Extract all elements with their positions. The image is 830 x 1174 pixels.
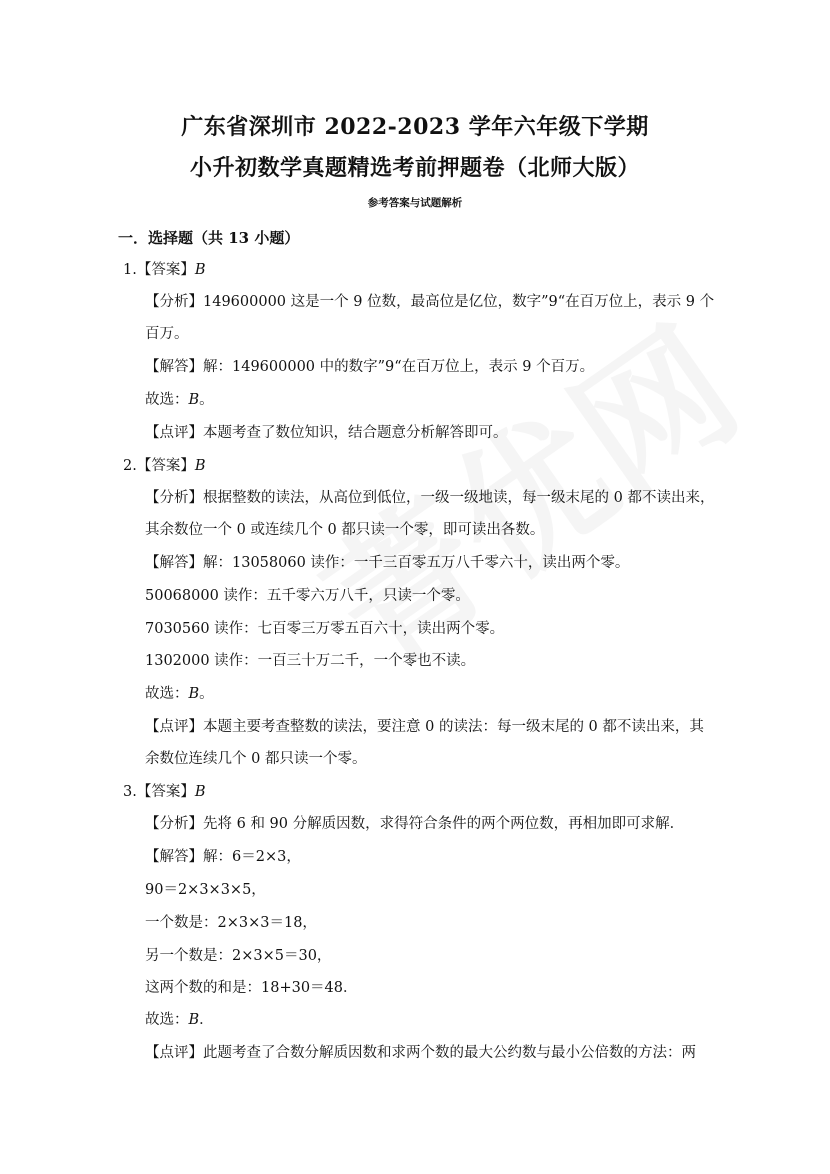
- q2-choice-value: B: [188, 686, 200, 702]
- q1-choice: [145, 390, 214, 410]
- q3-answer: [123, 782, 206, 802]
- q2-solution-line-2: 50068000 读作：五千零六万八千，只读一个零。: [145, 588, 470, 604]
- q3-analysis: 【分析】先将 6 和 90 分解质因数，求得符合条件的两个两位数，再相加即可求解．: [145, 816, 685, 832]
- q2-comment-line-1: 【点评】本题主要考查整数的读法，要注意 0 的读法：每一级末尾的 0 都不读出来，其: [145, 719, 704, 735]
- q3-choice: [145, 1010, 214, 1030]
- q1-choice-prefix: 故选：: [145, 392, 189, 408]
- q2-comment-line-2: 余数位连续几个 0 都只读一个零。: [145, 751, 367, 767]
- q3-choice-suffix: ．: [199, 1012, 214, 1028]
- q1-choice-suffix: 。: [199, 392, 214, 408]
- q1-solution: 【解答】解：149600000 中的数字”9“在百万位上，表示 9 个百万。: [145, 359, 595, 375]
- q3-comment: 【点评】此题考查了合数分解质因数和求两个数的最大公约数与最小公倍数的方法：两: [145, 1045, 696, 1061]
- q2-choice: [145, 684, 214, 704]
- q2-solution-line-3: 7030560 读作：七百零三万零五百六十，读出两个零。: [145, 621, 505, 637]
- q3-solution-line-1: 【解答】解：6＝2×3，: [145, 849, 301, 865]
- q2-choice-suffix: 。: [199, 686, 214, 702]
- q3-choice-prefix: 故选：: [145, 1012, 189, 1028]
- q3-solution-line-5: 这两个数的和是：18+30＝48．: [145, 980, 358, 996]
- q2-solution-line-4: 1302000 读作：一百三十万二千，一个零也不读。: [145, 653, 476, 669]
- q2-answer-label: 2.【答案】: [123, 458, 195, 474]
- q1-analysis-line-1: 【分析】149600000 这是一个 9 位数，最高位是亿位，数字”9“在百万位上，表示 9 个: [145, 294, 715, 310]
- q3-choice-value: B: [188, 1012, 200, 1028]
- q3-solution-line-2: 90＝2×3×3×5，: [145, 882, 266, 898]
- title-line-1: 广东省深圳市 2022-2023 学年六年级下学期: [181, 114, 649, 140]
- q3-answer-label: 3.【答案】: [123, 784, 195, 800]
- section-heading: 一．选择题（共 13 小题）: [118, 229, 300, 247]
- q2-answer: [123, 456, 206, 476]
- q3-answer-value: B: [194, 784, 206, 800]
- q1-answer: [123, 260, 206, 280]
- q2-analysis-line-1: 【分析】根据整数的读法，从高位到低位，一级一级地读，每一级末尾的 0 都不读出来，: [145, 490, 715, 506]
- q1-answer-label: 1.【答案】: [123, 262, 195, 278]
- subtitle: 参考答案与试题解析: [367, 197, 463, 209]
- q1-choice-value: B: [188, 392, 200, 408]
- q3-solution-line-3: 一个数是：2×3×3＝18，: [145, 915, 317, 931]
- title-line-2: 小升初数学真题精选考前押题卷（北师大版）: [189, 155, 640, 181]
- q3-solution-line-4: 另一个数是：2×3×5＝30，: [145, 948, 332, 964]
- q1-answer-value: B: [194, 262, 206, 278]
- q1-analysis-line-2: 百万。: [145, 326, 189, 342]
- q2-solution-line-1: 【解答】解：13058060 读作：一千三百零五万八千零六十，读出两个零。: [145, 555, 630, 571]
- q2-analysis-line-2: 其余数位一个 0 或连续几个 0 都只读一个零，即可读出各数。: [145, 522, 545, 538]
- q2-choice-prefix: 故选：: [145, 686, 189, 702]
- q1-comment: 【点评】本题考查了数位知识，结合题意分析解答即可。: [145, 425, 508, 441]
- q2-answer-value: B: [194, 458, 206, 474]
